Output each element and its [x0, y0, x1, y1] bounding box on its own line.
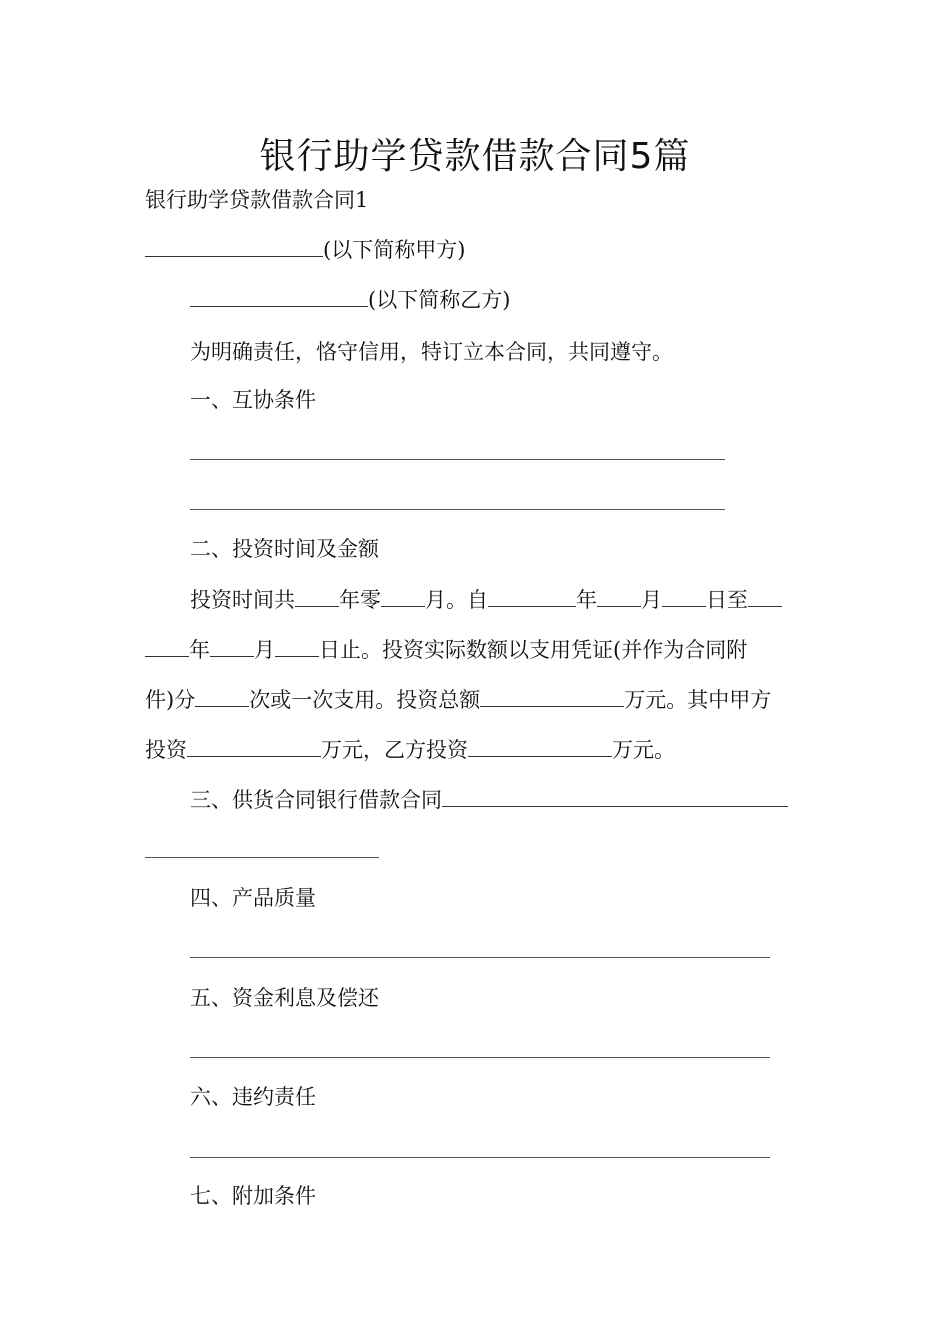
text: 万元，乙方投资: [321, 738, 468, 762]
blank: [488, 586, 576, 607]
text: 三、供货合同银行借款合同: [190, 788, 442, 812]
text: 日止。投资实际数额以支用凭证(并作为合同附: [319, 638, 748, 662]
fill-in-line: [190, 1157, 770, 1158]
blank: [597, 586, 641, 607]
fill-in-line: [190, 957, 770, 958]
blank: [295, 586, 339, 607]
blank: [275, 636, 319, 657]
text: 月: [254, 638, 275, 662]
text: 月: [641, 588, 662, 612]
blank: [748, 586, 782, 607]
investment-line-2: [145, 636, 747, 664]
section-heading-1: 一、互协条件: [190, 388, 316, 412]
blank: [145, 636, 189, 657]
text: 年: [189, 638, 210, 662]
section-heading-4: 四、产品质量: [190, 886, 316, 910]
fill-in-line: [190, 509, 725, 510]
text: 年零: [339, 588, 381, 612]
party-b-line: [190, 286, 510, 314]
blank: [480, 686, 624, 707]
section-heading-7: 七、附加条件: [190, 1184, 316, 1208]
text: 年: [576, 588, 597, 612]
party-a-line: [145, 236, 465, 264]
section-heading-6: 六、违约责任: [190, 1085, 316, 1109]
text: 件)分: [145, 688, 196, 712]
party-b-label: (以下简称乙方): [368, 288, 511, 312]
section-heading-5: 五、资金利息及偿还: [190, 986, 379, 1010]
text: 月。自: [425, 588, 488, 612]
section-heading-3: [190, 786, 788, 814]
party-a-blank: [145, 236, 323, 257]
text: 次或一次支用。投资总额: [249, 688, 481, 712]
contract-subtitle: 银行助学贷款借款合同1: [145, 188, 369, 212]
fill-in-line: [190, 459, 725, 460]
document-title: 银行助学贷款借款合同5篇: [259, 136, 691, 177]
party-a-label: (以下简称甲方): [323, 238, 466, 262]
party-b-blank: [190, 286, 368, 307]
text: 万元。其中甲方: [624, 688, 772, 712]
blank: [195, 686, 249, 707]
blank: [187, 736, 321, 757]
blank: [381, 586, 425, 607]
investment-line-1: [190, 586, 782, 614]
preamble: 为明确责任，恪守信用，特订立本合同，共同遵守。: [190, 340, 673, 364]
section-heading-2: 二、投资时间及金额: [190, 537, 379, 561]
text: 日至: [706, 588, 748, 612]
investment-line-3: [145, 686, 771, 714]
text: 投资: [145, 738, 187, 762]
investment-line-4: [145, 736, 675, 764]
blank: [442, 786, 788, 807]
fill-in-line: [145, 857, 379, 858]
blank: [468, 736, 612, 757]
blank: [210, 636, 254, 657]
fill-in-line: [190, 1057, 770, 1058]
blank: [662, 586, 706, 607]
text: 投资时间共: [190, 588, 295, 612]
text: 万元。: [612, 738, 675, 762]
